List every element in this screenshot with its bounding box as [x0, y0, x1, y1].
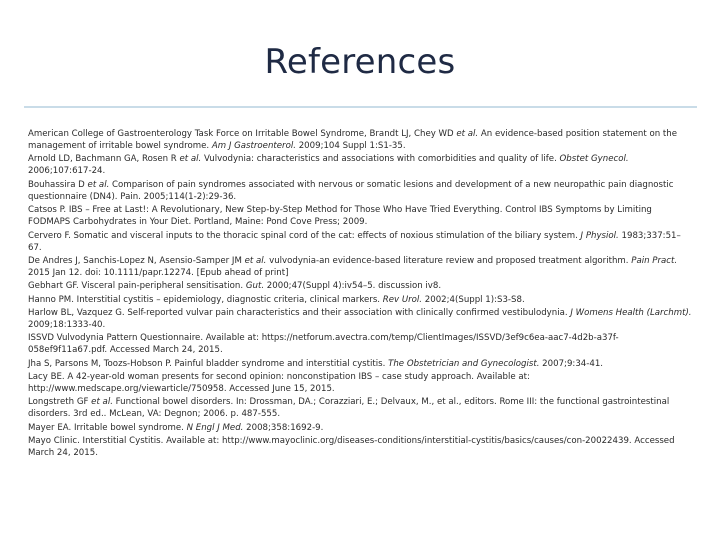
reference-text: Lacy BE. A 42-year-old woman presents for second opinion: nonconstipation IBS – case study approach. Available at: http://www.medscape.org/viewarticle/750958. Accessed June 15, 2015. — [28, 371, 530, 394]
reference-text: Bouhassira D — [28, 179, 88, 190]
reference-italic-text: Rev Urol. — [382, 294, 423, 305]
reference-text: Longstreth GF — [28, 397, 92, 408]
reference-italic-text: Pain Pract. — [631, 255, 678, 266]
reference-list — [28, 128, 692, 460]
reference-item — [28, 255, 692, 279]
reference-text: Harlow BL, Vazquez G. Self-reported vulvar pain characteristics and their association with clinically confirmed vestibulodynia. — [28, 307, 571, 318]
reference-text: De Andres J, Sanchis-Lopez N, Asensio-Samper JM — [28, 255, 245, 266]
reference-text: Catsos P. IBS – Free at Last!: A Revolutionary, New Step-by-Step Method for Those Who Have Tried Everything. Control IBS Symptoms by Limiting FODMAPS Carbohydrates in Your Diet. Portland, Maine: Pond Cove Press; 2009. — [28, 205, 652, 228]
reference-text: ISSVD Vulvodynia Pattern Questionnaire. Available at: https://netforum.avectra.com/temp/ClientImages/ISSVD/3ef9c6ea-aac7-4d2b-a37f-058ef9f11a67.pdf. Accessed March 24, 2015. — [28, 333, 619, 356]
reference-text: Hanno PM. Interstitial cystitis – epidemiology, diagnostic criteria, clinical markers. — [28, 294, 383, 305]
reference-text: vulvodynia-an evidence-based literature review and proposed treatment algorithm. — [266, 255, 632, 266]
reference-text: Jha S, Parsons M, Toozs-Hobson P. Painful bladder syndrome and interstitial cystitis. — [28, 358, 389, 369]
reference-text: 2002;4(Suppl 1):S3-S8. — [422, 294, 525, 305]
reference-text: 2006;107:617-24. — [28, 166, 106, 177]
reference-item — [28, 396, 692, 420]
title-divider — [24, 106, 697, 108]
reference-text: Mayer EA. Irritable bowel syndrome. — [28, 422, 187, 433]
reference-text: Mayo Clinic. Interstitial Cystitis. Available at: http://www.mayoclinic.org/diseases-conditions/interstitial-cystitis/basics/causes/con-20022439. Accessed March 24, 2015. — [28, 435, 675, 458]
reference-text: An evidence-based position statement on the management of irritable bowel syndrome. — [28, 129, 677, 152]
reference-text: Cervero F. Somatic and visceral inputs to the thoracic spinal cord of the cat: effects of noxious stimulation of the biliary system. — [28, 230, 581, 241]
reference-item — [28, 422, 692, 434]
reference-text: 2009;104 Suppl 1:S1-35. — [295, 141, 406, 152]
reference-italic-text: Am J Gastroenterol. — [211, 141, 296, 152]
reference-text: Functional bowel disorders. In: Drossman, DA.; Corazziari, E.; Delvaux, M., et al., editors. Rome III: the functional gastrointestinal disorders. 3rd ed.. McLean, VA: Degnon; 2006. p. 487-555. — [28, 397, 670, 420]
reference-italic-text: J Physiol. — [580, 230, 619, 241]
reference-text: Gebhart GF. Visceral pain-peripheral sensitisation. — [28, 281, 246, 292]
reference-item — [28, 204, 692, 228]
reference-italic-text: N Engl J Med. — [186, 422, 244, 433]
slide-title: References — [264, 42, 456, 82]
reference-item — [28, 307, 692, 331]
reference-text: Comparison of pain syndromes associated with nervous or somatic lesions and development of a new neuropathic pain diagnostic questionnaire (DN4). Pain. 2005;114(1-2):29-36. — [28, 179, 674, 202]
reference-italic-text: et al. — [179, 154, 202, 165]
reference-text: Arnold LD, Bachmann GA, Rosen R — [28, 154, 180, 165]
reference-item — [28, 358, 692, 370]
reference-text: 2015 Jan 12. doi: 10.1111/papr.12274. [Epub ahead of print] — [28, 267, 289, 278]
reference-text: 2000;47(Suppl 4):iv54–5. discussion iv8. — [264, 281, 442, 292]
reference-text: Vulvodynia: characteristics and associations with comorbidities and quality of life. — [201, 154, 560, 165]
reference-italic-text: The Obstetrician and Gynecologist. — [388, 358, 540, 369]
reference-italic-text: Gut. — [245, 281, 265, 292]
reference-item — [28, 280, 692, 292]
reference-italic-text: et al. — [87, 179, 110, 190]
reference-text: 2009;18:1333-40. — [28, 319, 106, 330]
reference-text: 1983;337:51–67. — [28, 230, 681, 253]
reference-italic-text: et al. — [456, 129, 479, 139]
reference-item — [28, 294, 692, 306]
reference-text: 2008;358:1692-9. — [243, 422, 324, 433]
reference-text: American College of Gastroenterology Task Force on Irritable Bowel Syndrome, Brandt LJ, Chey WD — [28, 129, 457, 139]
reference-item — [28, 371, 692, 395]
reference-item — [28, 332, 692, 356]
reference-item — [28, 128, 692, 152]
reference-item — [28, 179, 692, 203]
reference-item — [28, 435, 692, 459]
reference-item — [28, 153, 692, 177]
reference-text: 2007;9:34-41. — [539, 358, 604, 369]
reference-italic-text: Obstet Gynecol. — [559, 154, 629, 165]
reference-item — [28, 230, 692, 254]
reference-italic-text: J Womens Health (Larchmt). — [570, 307, 692, 318]
reference-italic-text: et al. — [91, 397, 113, 408]
reference-italic-text: et al. — [244, 255, 267, 266]
